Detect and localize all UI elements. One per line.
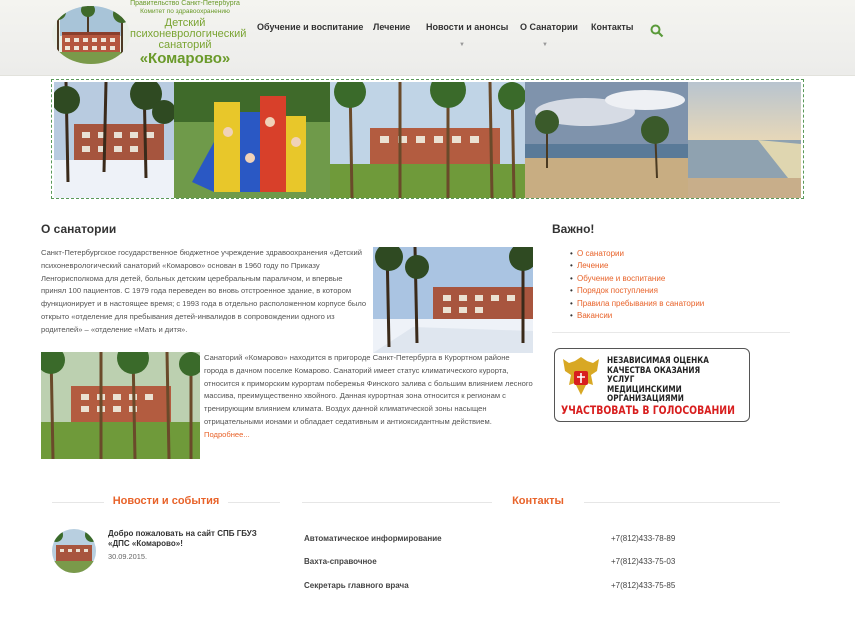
news-item-title[interactable]: Добро пожаловать на сайт СПБ ГБУЗ «ДПС «Комарово»!: [108, 529, 257, 548]
vote-description: [607, 357, 728, 405]
search-icon[interactable]: [650, 24, 664, 38]
eagle-emblem-icon: [561, 355, 601, 399]
logo-text[interactable]: [130, 0, 247, 67]
about-paragraph-1: Санкт-Петербургское государственное бюджетное учреждение здравоохранения «Детский психоневрологический санаторий «Комарово» основан в 1960 году по Приказу Ленгорисполкома для детей, больных детским церебральным параличом, и впервые принял 100 пациентов. С 1979 года переведен во вновь отстроенное здание, в котором функционирует и в настоящее время; с 1993 года в отдельно расположенном корпусе было открыто «отделение для пребывания детей-инвалидов в сопровождении одного из родителей» – «отделение «Мать и дитя».: [41, 248, 367, 334]
chevron-down-icon[interactable]: ▼: [542, 42, 548, 48]
banner-photo-winter-building: [54, 82, 174, 198]
banner-photo-playground: [174, 82, 330, 198]
important-link-treatment[interactable]: • Лечение: [570, 260, 704, 272]
banner-photo-sunset-sea: [688, 82, 801, 198]
contact-phone[interactable]: +7(812)433-75-85: [611, 581, 676, 590]
contact-phone[interactable]: +7(812)433-78-89: [611, 534, 676, 543]
contact-label: Секретарь главного врача: [304, 581, 409, 590]
about-paragraph-2-text: Санаторий «Комарово» находится в пригороде Санкт-Петербурга в Курортном районе города в дачном поселке Комарово. Санаторий имеет статус климатического курорта, относится к приморским курортам побережья Финского залива с большим влиянием лесного массива, преимущественно хвойного. Данная курортная зона относится к регионам с тренирующим влиянием климата. Воздух данной климатической зоны насыщен отрицательными ионами и обладает седативным и антиоксидантным действием.: [204, 353, 533, 426]
important-links: [570, 248, 704, 322]
news-item-date: 30.09.2015.: [108, 552, 148, 561]
banner-photo-beach: [525, 82, 688, 198]
nav-item-news[interactable]: Новости и анонсы: [426, 22, 509, 32]
logo-title: «Комарово»: [139, 50, 231, 67]
nav-item-treatment[interactable]: Лечение: [373, 22, 411, 32]
important-link-about[interactable]: • О санатории: [570, 248, 704, 260]
divider: [302, 502, 492, 503]
contact-row: [304, 534, 704, 546]
about-title: О санатории: [41, 222, 117, 236]
vote-line: НЕЗАВИСИМАЯ ОЦЕНКА: [607, 356, 709, 366]
vote-banner[interactable]: [554, 348, 750, 422]
contact-row: [304, 581, 704, 593]
divider: [552, 332, 790, 333]
about-photo-winter: [373, 247, 533, 353]
contact-row: [304, 557, 704, 569]
important-link-rules[interactable]: • Правила пребывания в санатории: [570, 298, 704, 310]
banner-photo-pine-forest: [330, 82, 525, 198]
important-link-admission[interactable]: • Порядок поступления: [570, 285, 704, 297]
important-link-education[interactable]: • Обучение и воспитание: [570, 273, 704, 285]
chevron-down-icon[interactable]: ▼: [459, 42, 465, 48]
divider: [52, 502, 104, 503]
divider: [228, 502, 280, 503]
contact-label: Автоматическое информирование: [304, 534, 442, 543]
contact-phone[interactable]: +7(812)433-75-03: [611, 557, 676, 566]
logo-name-line: психоневрологический: [130, 28, 247, 40]
nav-item-about[interactable]: О Санатории: [520, 22, 578, 32]
read-more-link[interactable]: Подробнее...: [204, 429, 250, 439]
logo-ministry: Правительство Санкт-Петербурга: [130, 0, 240, 7]
divider: [584, 502, 780, 503]
logo-committee: Комитет по здравоохранению: [140, 8, 230, 15]
nav-item-contacts[interactable]: Контакты: [591, 22, 634, 32]
contacts-heading: Контакты: [512, 495, 564, 507]
logo-name-line: санаторий: [158, 39, 212, 51]
photo-banner: [51, 79, 804, 199]
logo-photo[interactable]: [52, 6, 130, 64]
logo-name-line: Детский: [164, 17, 206, 29]
vote-line: КАЧЕСТВА ОКАЗАНИЯ УСЛУГ: [607, 365, 701, 386]
about-photo-summer: [41, 352, 200, 459]
news-heading: Новости и события: [112, 495, 220, 507]
about-paragraph-2: [204, 352, 534, 442]
important-link-vacancies[interactable]: • Вакансии: [570, 310, 704, 322]
site-header: [0, 0, 855, 76]
important-title: Важно!: [552, 222, 595, 236]
vote-cta[interactable]: УЧАСТВОВАТЬ В ГОЛОСОВАНИИ: [561, 403, 735, 417]
contact-label: Вахта-справочное: [304, 557, 377, 566]
vote-line: МЕДИЦИНСКИМИ ОРГАНИЗАЦИЯМИ: [607, 384, 684, 405]
nav-item-education[interactable]: Обучение и воспитание: [257, 22, 364, 32]
news-thumbnail[interactable]: [52, 529, 96, 573]
